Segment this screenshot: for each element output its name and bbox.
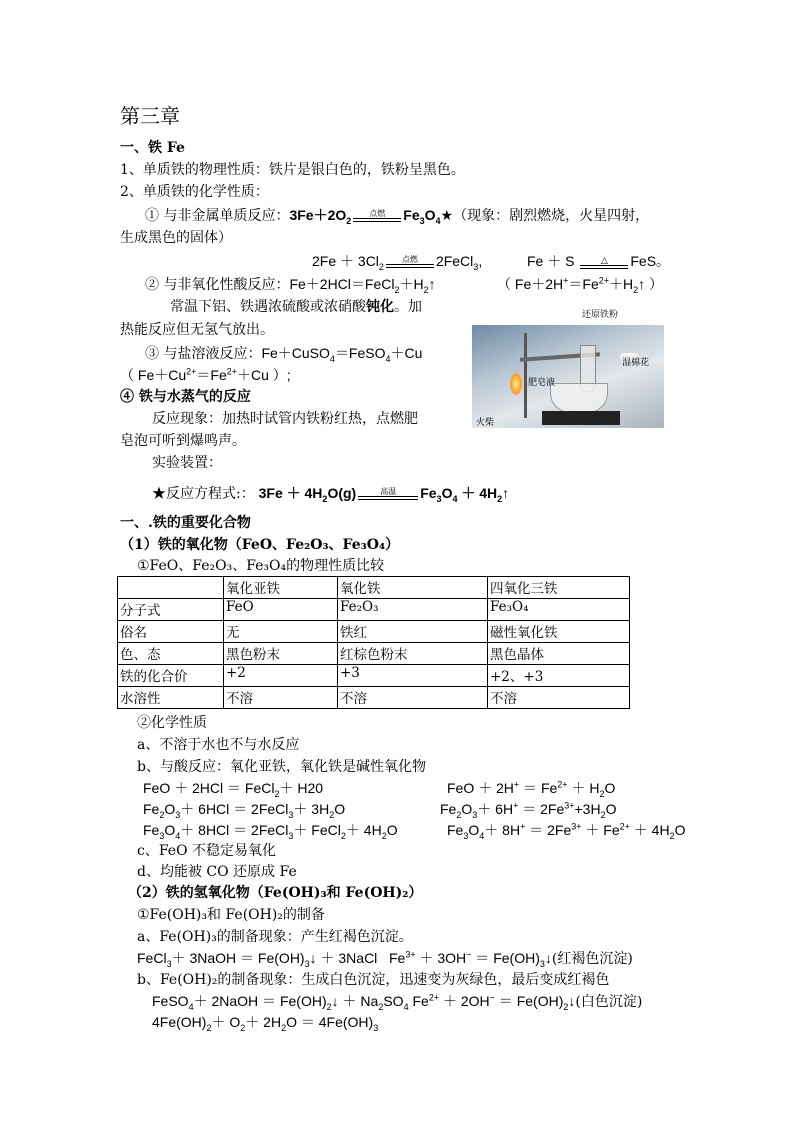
table-cell: 黑色晶体 [488,643,630,665]
table-cell: +2、+3 [488,665,630,687]
chem-property-title: ②化学性质 [137,715,207,731]
fe3o4-ionic-equation: $Fe_3O_4+ 8H^+ = 2Fe^{3+} + Fe^{2+} + 4H_2O$ [447,821,686,841]
table-cell: 磁性氧化铁 [488,621,630,643]
table-cell: 不溶 [224,687,338,709]
star-icon: ★ [440,208,454,224]
passivation-line-2: 热能反应但无氢气放出。 [120,322,274,338]
table-cell: 俗名 [118,621,224,643]
feoh2-equations: FeSO$_4$＋ 2NaOH ＝ $Fe(OH)_2↓ + Na_2SO_4$ $Fe^{2+} + 2OH^-$ ＝ $Fe(OH)_2↓$(白色沉淀) [152,992,643,1012]
steam-equation: ★反应方程式:： $3Fe + 4H_2O(g)$ 高温 $Fe_3O_4$ ＋ $4H_2↑$ [152,485,510,504]
hydroxides-subtitle: （2）铁的氢氧化物（Fe(OH)₃和 Fe(OH)₂） [128,885,423,901]
table-cell: 红棕色粉末 [338,643,488,665]
fe-s-equation: Fe ＋ S △ FeS。 [527,253,671,269]
table-cell: 色、态 [118,643,224,665]
feo-acid-equation: FeO ＋ 2HCl ＝ FeCl$_2$＋ H20 [143,780,324,799]
fe2o3-acid-equation: $Fe_2O_3+ 6HCl$ ＝ 2FeCl$_3$＋ $3H_2O$ [143,801,346,820]
table-cell: 四氧化三铁 [488,577,630,599]
feoh3-equations: FeCl$_3$＋ 3NaOH ＝ $Fe(OH)_3↓$ ＋ 3NaCl $Fe^{3+} + 3OH^-$ ＝ $Fe(OH)_3↓$(红褐色沉淀) [137,949,633,969]
table-cell: 铁的化合价 [118,665,224,687]
steam-phenomenon-line-2: 皂泡可听到爆鸣声。 [120,433,246,449]
steam-reaction-title: ④ 铁与水蒸气的反应 [120,389,251,405]
table-cell: 氧化铁 [338,577,488,599]
fe-cl2-equation: $2Fe + 3Cl_2$ 点燃 2FeCl$_3$, [312,253,483,272]
passivation-line: 常温下铝、铁遇浓硫酸或浓硝酸钝化。加 [170,299,422,315]
apparatus-label: 实验装置： [152,455,222,471]
preparation-title: ①Fe(OH)₃和 Fe(OH)₂的制备 [137,907,325,923]
flame-icon [510,373,522,395]
table-row [118,577,630,599]
table-cell: +2 [224,665,338,687]
table-cell: 无 [224,621,338,643]
compounds-title: 一、.铁的重要化合物 [120,515,251,531]
salt-ionic-equation: （ $Fe+Cu^{2+}=Fe^{2+}+Cu$ ）; [120,366,291,383]
item-b: b、与酸反应：氧化亚铁，氧化铁是碱性氧化物 [137,759,426,775]
oxides-subtitle: （1）铁的氧化物（FeO、Fe₂O₃、Fe₃O₄） [120,537,400,553]
steam-phenomenon-line: 反应现象：加热时试管内铁粉红热，点燃肥 [152,411,418,427]
feo-ionic-equation: FeO ＋ $2H^+ = Fe^{2+} + H_2O$ [447,779,616,799]
salt-reaction-line: ③ 与盐溶液反应：Fe＋CuSO$_4$＝FeSO$_4$＋Cu [145,345,423,364]
table-cell: 黑色粉末 [224,643,338,665]
prep-b-line: b、Fe(OH)₂的制备现象：生成白色沉淀，迅速变为灰绿色，最后变成红褐色 [137,972,610,988]
match-label: 火柴 [476,418,495,428]
acid-ionic-equation: （ $Fe+2H^+=Fe^{2+}+H_2↑$ ） [497,275,664,295]
table-cell: 不溶 [338,687,488,709]
table-row [118,687,630,709]
physical-property-line: 1、单质铁的物理性质：铁片是银白色的，铁粉呈黑色。 [120,162,465,178]
prep-a-line: a、Fe(OH)₃的制备现象：产生红褐色沉淀。 [137,929,413,945]
table-cell: 水溶性 [118,687,224,709]
section-iron-title: 一、铁 Fe [120,140,185,156]
table-cell: Fe₂O₃ [338,599,488,621]
wet-cotton-label: 湿棉花 [622,358,650,368]
chemical-property-line: 2、单质铁的化学性质： [120,184,269,200]
item-d: d、均能被 CO 还原成 Fe [137,864,297,880]
apparatus-photo [472,310,664,428]
table-cell: 铁红 [338,621,488,643]
soap-solution-label: 肥皂液 [528,378,556,388]
table-cell: FeO [224,599,338,621]
table-cell: 分子式 [118,599,224,621]
table-row [118,665,630,687]
oxide-property-table [117,576,630,709]
acid-reaction-line: ② 与非氧化性酸反应：$Fe+2HCl=FeCl_2+H_2↑$ [145,276,436,295]
table-cell: Fe₃O₄ [488,599,630,621]
table-row [118,599,630,621]
table-cell: 氧化亚铁 [224,577,338,599]
nonmetal-reaction-line: ① 与非金属单质反应：$3Fe+2O_2$ 点燃 $Fe_3O_4★$（现象：剧烈燃烧，火星四射， [145,207,650,226]
table-row [118,643,630,665]
oxide-comparison-line: ①FeO、Fe₂O₃、Fe₃O₄的物理性质比较 [137,558,385,574]
feoh2-oxidation-equation: $4Fe(OH)_2+ O_2+ 2H_2O = 4Fe(OH)_3$ [152,1014,379,1033]
table-row [118,621,630,643]
table-cell: 不溶 [488,687,630,709]
item-a: a、不溶于水也不与水反应 [137,737,300,753]
chapter-title: 第三章 [120,104,180,128]
table-cell: +3 [338,665,488,687]
fe2o3-ionic-equation: $Fe_2O_3+ 6H^+ = 2Fe^{3+}+3H_2O$ [440,800,617,820]
item-c: c、FeO 不稳定易氧化 [137,843,277,859]
fe3o4-acid-equation: $Fe_3O_4+ 8HCl$ ＝ 2FeCl$_3$＋ FeCl$_2$＋ $4H_2O$ [143,822,398,841]
iron-powder-label: 还原铁粉 [582,310,619,320]
observation-line: 生成黑色的固体） [120,230,232,246]
table-cell [118,577,224,599]
